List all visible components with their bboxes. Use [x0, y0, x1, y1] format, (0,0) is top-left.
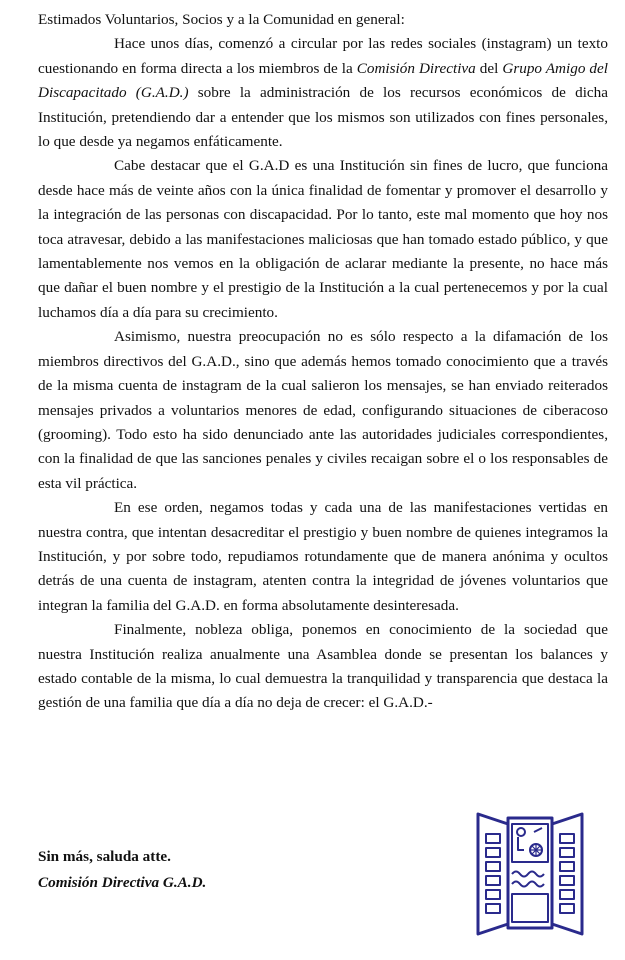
- paragraph-3: Asimismo, nuestra preocupación no es sólo respecto a la difamación de los miembros directivos del G.A.D., sino que además hemos tomado conocimiento que a través de la misma cuenta de instagram de la cual salieron los mensajes, se han enviado reiterados mensajes privados a voluntarios menores de edad, configurando situaciones de ciberacoso (grooming). Todo esto ha sido denunciado ante las autoridades judiciales correspondientes, con la finalidad de que las sanciones penales y civiles recaigan sobre el o los responsables de esta vil práctica.: [38, 328, 608, 492]
- paragraph-1-start: Hace unos días, comenzó a circular por las redes sociales (instagram) un texto cuestionando en forma directa a los miembros de la: [38, 35, 608, 77]
- greeting: Estimados Voluntarios, Socios y a la Comunidad en general:: [38, 11, 405, 28]
- paragraph-1: [38, 32, 608, 154]
- commission-name: Comisión Directiva: [356, 59, 476, 77]
- paragraph-4: En ese orden, negamos todas y cada una de las manifestaciones vertidas en nuestra contra, que intentan desacreditar el prestigio y buen nombre de quienes integramos la Institución, y por sobre todo, repudiamos rotundamente que de manera anónima y ocultos detrás de una cuenta de instagram, atenten contra la integridad de jóvenes voluntarios que integran la familia del G.A.D. en forma absolutamente desinteresada.: [38, 499, 608, 614]
- signature-line: Comisión Directiva G.A.D.: [38, 874, 207, 891]
- paragraph-1-mid: del: [475, 59, 503, 77]
- institution-name: Grupo Amigo del Discapacitado (G.A.D.): [38, 59, 608, 102]
- paragraph-5: Finalmente, nobleza obliga, ponemos en conocimiento de la sociedad que nuestra Institución realiza anualmente una Asamblea donde se presentan los balances y estado contable de la misma, lo cual demuestra la tranquilidad y transparencia que destaca la gestión de una familia que día a día no deja de crecer: el G.A.D.-: [38, 621, 608, 712]
- paragraph-2: Cabe destacar que el G.A.D es una Institución sin fines de lucro, que funciona desde hace más de veinte años con la única finalidad de fomentar y promover el desarrollo y la integración de las personas con discapacidad. Por lo tanto, este mal momento que hoy nos toca atravesar, debido a las manifestaciones maliciosas que han tomado estado público, y que lamentablemente nos vemos en la obligación de aclarar mediante la presente, no hace más que dañar el buen nombre y el prestigio de la Institución a la cual pertenecemos y por la cual luchamos día a día para su crecimiento.: [38, 157, 608, 321]
- letter-body: [38, 8, 608, 716]
- gad-door-logo-icon: [474, 804, 586, 940]
- closing-line: Sin más, saluda atte.: [38, 848, 171, 865]
- paragraph-1-end: sobre la administración de los recursos económicos de dicha Institución, pretendiendo dar a entender que los mismos son utilizados con fines personales, lo que desde ya negamos enfáticamente.: [38, 84, 608, 151]
- closing-block: [38, 844, 206, 896]
